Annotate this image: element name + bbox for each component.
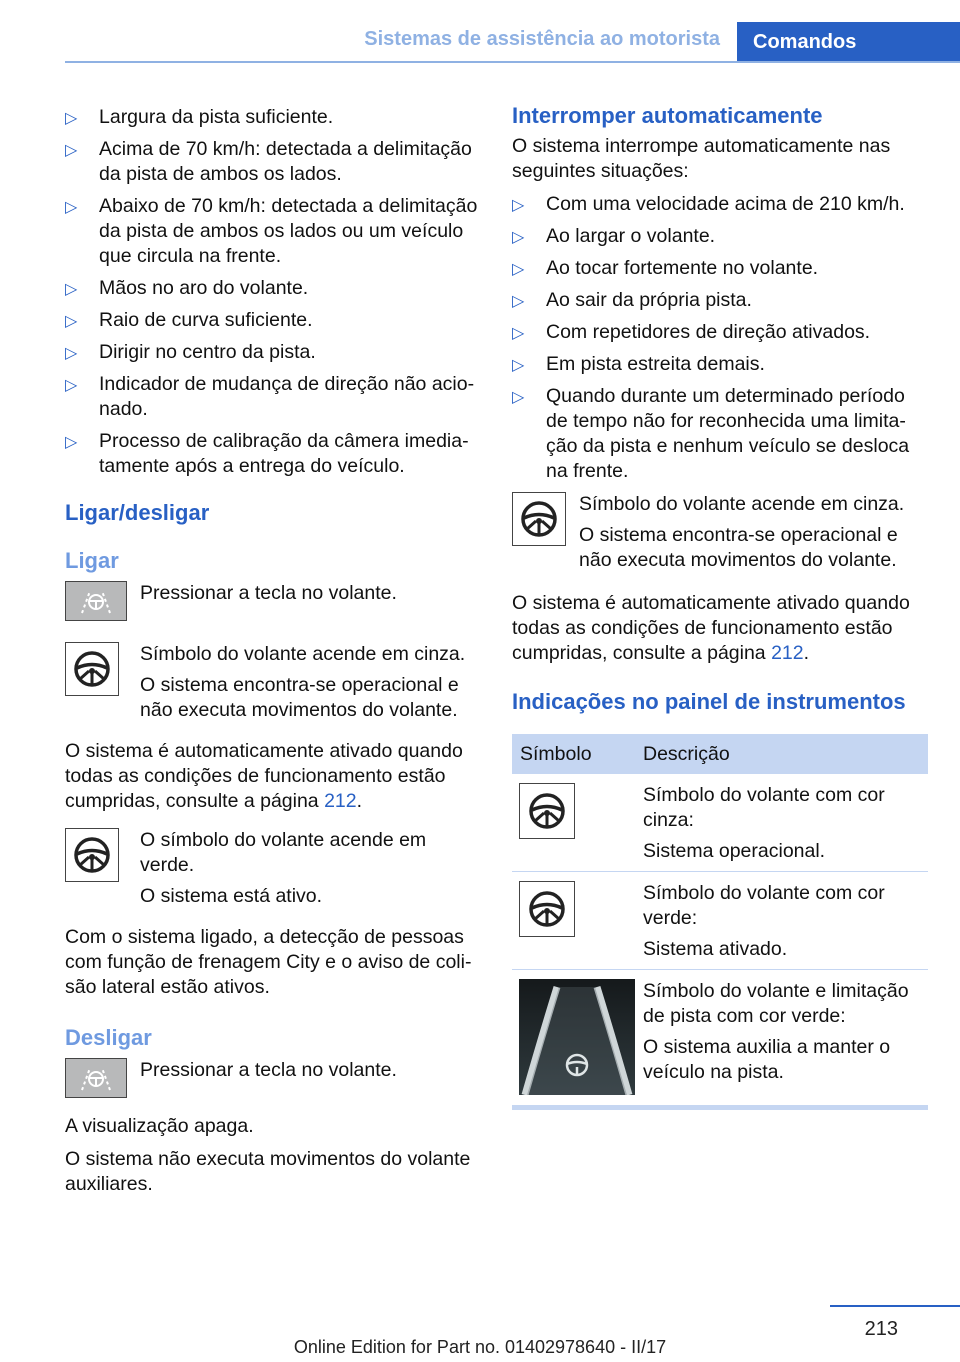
on-press-row [65, 581, 480, 625]
steering-wheel-icon [65, 642, 119, 696]
left-column [65, 100, 480, 1197]
auto-interrupt-intro: O sistema interrompe automaticamente nas seguintes situações: [512, 135, 891, 182]
heading-on-off: Ligar/desligar [65, 500, 210, 525]
row-desc-line1: Símbolo do volante com cor verde: [643, 882, 885, 929]
table-header [512, 734, 928, 774]
heading-on: Ligar [65, 548, 119, 573]
col-symbol-header: Símbolo [520, 743, 592, 765]
row-desc-line2: Sistema operacional. [643, 840, 826, 862]
list-item: ▷ Indicador de mudança de direção não acionado. [65, 373, 475, 420]
list-item: ▷ Acima de 70 km/h: detectada a delimitação da pista de ambos os lados. [65, 138, 472, 185]
on-symbol-line1: Símbolo do volante acende em cinza. [140, 643, 466, 665]
triangle-right-icon: ▷ [65, 142, 78, 159]
lane-assist-button-icon [65, 1058, 127, 1098]
on-symbol-line2: O sistema encontra-se operacional e não executa movimentos do volante. [140, 674, 459, 721]
lane-assist-button-icon [65, 581, 127, 621]
off-press-text: Pressionar a tecla no volante. [140, 1059, 397, 1081]
triangle-right-icon: ▷ [512, 389, 525, 406]
table-row [512, 774, 928, 872]
triangle-right-icon: ▷ [65, 199, 78, 216]
page-link[interactable]: 212 [771, 642, 804, 664]
row-desc-line2: O sistema auxilia a manter o veículo na pista. [643, 1036, 891, 1083]
heading-indications: Indicações no painel de instrumentos [512, 689, 906, 714]
list-item: ▷ Ao largar o volante. [512, 224, 928, 249]
right-symbol-row [512, 492, 928, 573]
steering-wheel-icon [512, 492, 566, 546]
triangle-right-icon: ▷ [65, 281, 78, 298]
triangle-right-icon: ▷ [65, 110, 78, 127]
list-item: ▷ Largura da pista suficiente. [65, 105, 480, 130]
triangle-right-icon: ▷ [65, 345, 78, 362]
on-press-text: Pressionar a tecla no volante. [140, 582, 397, 604]
row-desc-line2: Sistema ativado. [643, 938, 788, 960]
list-item: ▷ Processo de calibração da câmera imediatamente após a entrega do veículo. [65, 430, 469, 477]
footer-rule [830, 1305, 960, 1307]
off-line1: A visualização apaga. [65, 1115, 254, 1137]
off-press-row [65, 1058, 480, 1102]
green-symbol-line1: O símbolo do volante acende em verde. [140, 829, 427, 876]
right-column [512, 100, 928, 1110]
table-row [512, 970, 928, 1105]
triangle-right-icon: ▷ [512, 229, 525, 246]
conditions-list [65, 105, 480, 479]
page-header [0, 0, 960, 64]
triangle-right-icon: ▷ [65, 434, 78, 451]
list-item: ▷ Abaixo de 70 km/h: detectada a delimitação da pista de ambos os lados ou um veículo que circula na frente. [65, 195, 478, 267]
triangle-right-icon: ▷ [512, 197, 525, 214]
triangle-right-icon: ▷ [65, 313, 78, 330]
row-desc-line1: Símbolo do volante e limitação de pista com cor verde: [643, 980, 909, 1027]
triangle-right-icon: ▷ [65, 377, 78, 394]
right-auto-activation-paragraph: O sistema é automaticamente ativado quando todas as condições de funcionamento estão cumpridas, consulte a página 212. [512, 592, 910, 664]
steering-wheel-icon [65, 828, 119, 882]
header-rule [65, 61, 960, 63]
triangle-right-icon: ▷ [512, 261, 525, 278]
footer-edition: Online Edition for Part no. 01402978640 - II/17 [293, 1337, 667, 1357]
table-row [512, 872, 928, 970]
triangle-right-icon: ▷ [512, 293, 525, 310]
list-item: ▷ Ao tocar fortemente no volante. [512, 256, 928, 281]
indications-table [512, 734, 928, 1110]
header-section-title: Sistemas de assistência ao motorista [364, 28, 720, 50]
triangle-right-icon: ▷ [512, 325, 525, 342]
city-braking-paragraph: Com o sistema ligado, a detecção de pessoas com função de frenagem City e o aviso de colisão lateral estão ativos. [65, 926, 472, 998]
list-item: ▷ Com repetidores de direção ativados. [512, 320, 928, 345]
row-desc-line1: Símbolo do volante com cor cinza: [643, 784, 885, 831]
heading-auto-interrupt: Interromper automaticamente [512, 103, 823, 128]
interrupt-list [512, 192, 928, 484]
heading-off: Desligar [65, 1025, 152, 1050]
list-item: ▷ Raio de curva suficiente. [65, 308, 480, 333]
list-item: ▷ Quando durante um determinado período de tempo não for reconhecida uma limitação da pista e nenhum veículo se desloca na frente. [512, 385, 910, 482]
list-item: ▷ Dirigir no centro da pista. [65, 340, 480, 365]
list-item: ▷ Ao sair da própria pista. [512, 288, 928, 313]
lane-display-icon [519, 979, 635, 1095]
list-item: ▷ Mãos no aro do volante. [65, 276, 480, 301]
page-number: 213 [864, 1318, 898, 1340]
list-item: ▷ Em pista estreita demais. [512, 352, 928, 377]
steering-wheel-icon [519, 881, 575, 937]
table-bottom-rule [512, 1105, 928, 1110]
green-symbol-row [65, 828, 480, 909]
steering-wheel-icon [519, 783, 575, 839]
col-description-header: Descrição [643, 743, 730, 765]
page-link[interactable]: 212 [324, 790, 357, 812]
green-symbol-line2: O sistema está ativo. [140, 885, 323, 907]
on-symbol-row [65, 642, 480, 723]
right-symbol-line1: Símbolo do volante acende em cinza. [579, 493, 905, 515]
off-line2: O sistema não executa movimentos do volante auxiliares. [65, 1148, 471, 1195]
triangle-right-icon: ▷ [512, 357, 525, 374]
list-item: ▷ Com uma velocidade acima de 210 km/h. [512, 192, 928, 217]
auto-activation-paragraph: O sistema é automaticamente ativado quando todas as condições de funcionamento estão cumpridas, consulte a página 212. [65, 740, 463, 812]
header-chapter-tab: Comandos [737, 22, 960, 62]
right-symbol-line2: O sistema encontra-se operacional e não executa movimentos do volante. [579, 524, 898, 571]
